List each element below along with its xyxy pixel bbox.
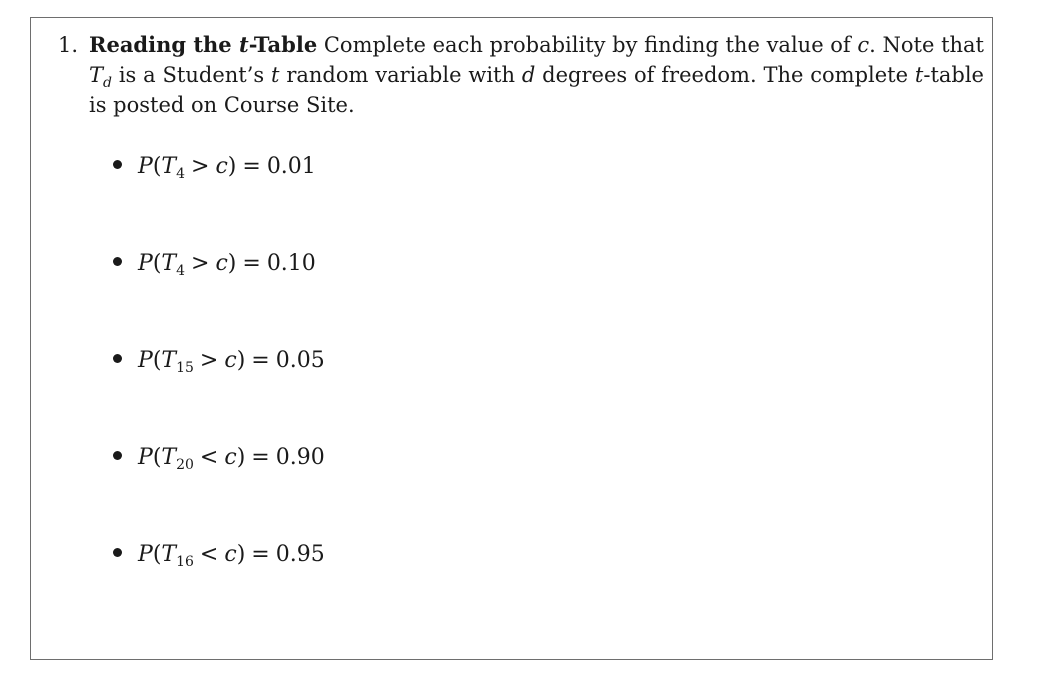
probability-expression <box>138 445 325 473</box>
var-t: t <box>271 63 280 87</box>
expr-df: 4 <box>176 166 186 182</box>
expr-equals: = <box>251 348 270 373</box>
bullet-icon <box>113 354 122 363</box>
expr-value: 0.05 <box>275 348 325 373</box>
expr-T: T <box>161 348 177 373</box>
expr-P: P <box>138 542 153 567</box>
expr-open-paren: ( <box>152 251 162 276</box>
expr-df: 15 <box>176 360 194 376</box>
list-item <box>113 344 325 441</box>
expr-c: c <box>215 251 228 276</box>
problem-title-part2: -Table <box>248 32 318 57</box>
expr-value: 0.90 <box>275 445 325 470</box>
expr-operator: < <box>199 542 219 567</box>
expr-close-paren: ) <box>227 251 237 276</box>
var-c: c <box>857 33 870 57</box>
expr-equals: = <box>251 542 270 567</box>
expr-operator: > <box>191 154 210 179</box>
problem-text-2: . Note that <box>869 33 984 57</box>
expr-value: 0.95 <box>275 542 325 567</box>
expr-c: c <box>224 445 237 470</box>
problem-text-1: Complete each probability by finding the value of <box>317 33 858 57</box>
expr-equals: = <box>242 251 261 276</box>
list-item <box>113 247 325 344</box>
expr-c: c <box>224 348 237 373</box>
problem-body <box>89 30 984 120</box>
expr-open-paren: ( <box>152 348 162 373</box>
expr-close-paren: ) <box>236 445 246 470</box>
expr-close-paren: ) <box>236 542 246 567</box>
problem-text-5: degrees of freedom. The complete <box>535 63 915 87</box>
expr-c: c <box>215 154 228 179</box>
expr-open-paren: ( <box>152 542 162 567</box>
expr-T: T <box>161 542 177 567</box>
expr-close-paren: ) <box>236 348 246 373</box>
bullet-icon <box>113 548 122 557</box>
bullet-icon <box>113 257 122 266</box>
expr-T: T <box>161 154 177 179</box>
problem-number: 1. <box>58 33 79 57</box>
list-item <box>113 150 325 247</box>
var-t-2: t <box>914 63 924 87</box>
probability-expression <box>138 251 316 279</box>
expr-equals: = <box>251 445 270 470</box>
list-item <box>113 538 325 635</box>
var-T-subscript: d <box>103 75 112 91</box>
expr-c: c <box>224 542 237 567</box>
bullet-icon <box>113 160 122 169</box>
expr-P: P <box>138 251 153 276</box>
expr-close-paren: ) <box>227 154 237 179</box>
expr-df: 16 <box>176 554 194 570</box>
problem-text-4: random variable with <box>279 63 522 87</box>
expr-T: T <box>161 251 177 276</box>
expr-P: P <box>138 348 153 373</box>
problem-text-6: -table is posted on Course Site. <box>89 63 984 117</box>
bullet-icon <box>113 451 122 460</box>
expr-open-paren: ( <box>152 445 162 470</box>
probability-list <box>113 150 325 635</box>
probability-expression <box>138 154 316 182</box>
probability-expression <box>138 542 325 570</box>
var-d: d <box>521 63 536 87</box>
expr-df: 20 <box>176 457 194 473</box>
problem-statement <box>58 30 984 120</box>
expr-P: P <box>138 445 153 470</box>
expr-value: 0.10 <box>266 251 316 276</box>
expr-equals: = <box>242 154 261 179</box>
expr-operator: > <box>191 251 210 276</box>
expr-df: 4 <box>176 263 186 279</box>
expr-T: T <box>161 445 177 470</box>
expr-value: 0.01 <box>266 154 316 179</box>
expr-P: P <box>138 154 153 179</box>
problem-title-part1: Reading the <box>89 32 239 57</box>
probability-expression <box>138 348 325 376</box>
expr-open-paren: ( <box>152 154 162 179</box>
var-T: T <box>89 63 104 87</box>
expr-operator: < <box>199 445 219 470</box>
problem-title-t: t <box>238 32 249 57</box>
list-item <box>113 441 325 538</box>
problem-title <box>89 32 317 57</box>
problem-text-3: is a Student’s <box>111 63 272 87</box>
expr-operator: > <box>199 348 219 373</box>
